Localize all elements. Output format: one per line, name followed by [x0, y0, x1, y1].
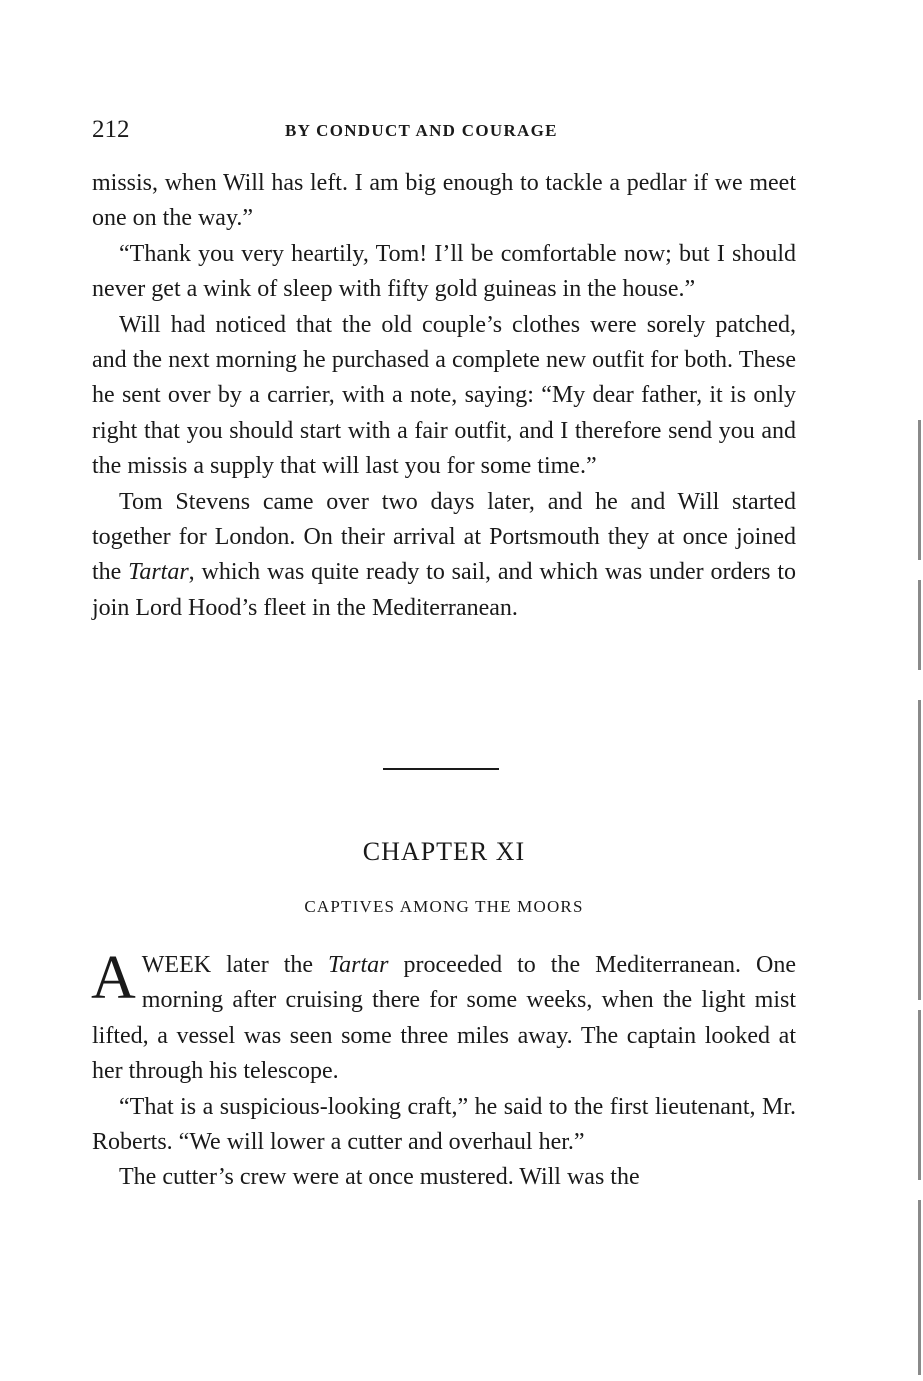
paragraph-text: proceeded to the Mediterranean. One morning after cruising there for some weeks, when the light mist lifted, a vessel was seen some three miles away. The captain looked at her through his telescope.	[92, 952, 796, 1085]
paragraph-text: , which was quite ready to sail, and which was under orders to join Lord Hood’s fleet in the Mediterranean.	[92, 559, 796, 621]
body-text	[92, 166, 796, 626]
section-divider	[383, 768, 499, 770]
chapter-title: CHAPTER XI	[362, 837, 526, 866]
paragraph: The cutter’s crew were at once mustered. Will was the	[119, 1164, 640, 1191]
paragraph: “Thank you very heartily, Tom! I’ll be comfortable now; but I should never get a wink of sleep with fifty gold guineas in the house.”	[92, 240, 796, 303]
chapter-text	[91, 944, 796, 1196]
drop-cap: A	[91, 944, 136, 1012]
paragraph-text: Tom Stevens came over two days later, and he and Will started together for London. On their arrival at Portsmouth they at once joined the	[92, 488, 796, 586]
paragraph: “That is a suspicious-looking craft,” he said to the first lieutenant, Mr. Roberts. “We will lower a cutter and overhaul her.”	[92, 1093, 796, 1156]
chapter-opening-paragraph	[91, 944, 796, 1090]
ship-name: Tartar	[128, 559, 189, 586]
page-number: 212	[92, 116, 130, 143]
chapter-subtitle: CAPTIVES AMONG THE MOORS	[304, 897, 584, 916]
paragraph-text: WEEK later the	[141, 952, 329, 978]
paragraph: Will had noticed that the old couple’s clothes were sorely patched, and the next morning he purchased a complete new outfit for both. These he sent over by a carrier, with a note, saying: “My dear father, it is only right that you should start with a fair outfit, and I therefore send you and the missis a supply that will last you for some time.”	[92, 311, 796, 480]
paragraph-continuation: missis, when Will has left. I am big enough to tackle a pedlar if we meet one on the way.”	[92, 170, 796, 232]
running-head: BY CONDUCT AND COURAGE	[285, 121, 558, 140]
paragraph	[92, 485, 796, 627]
scan-page-edge	[915, 0, 923, 1381]
ship-name: Tartar	[328, 952, 389, 978]
page-header	[92, 114, 796, 146]
